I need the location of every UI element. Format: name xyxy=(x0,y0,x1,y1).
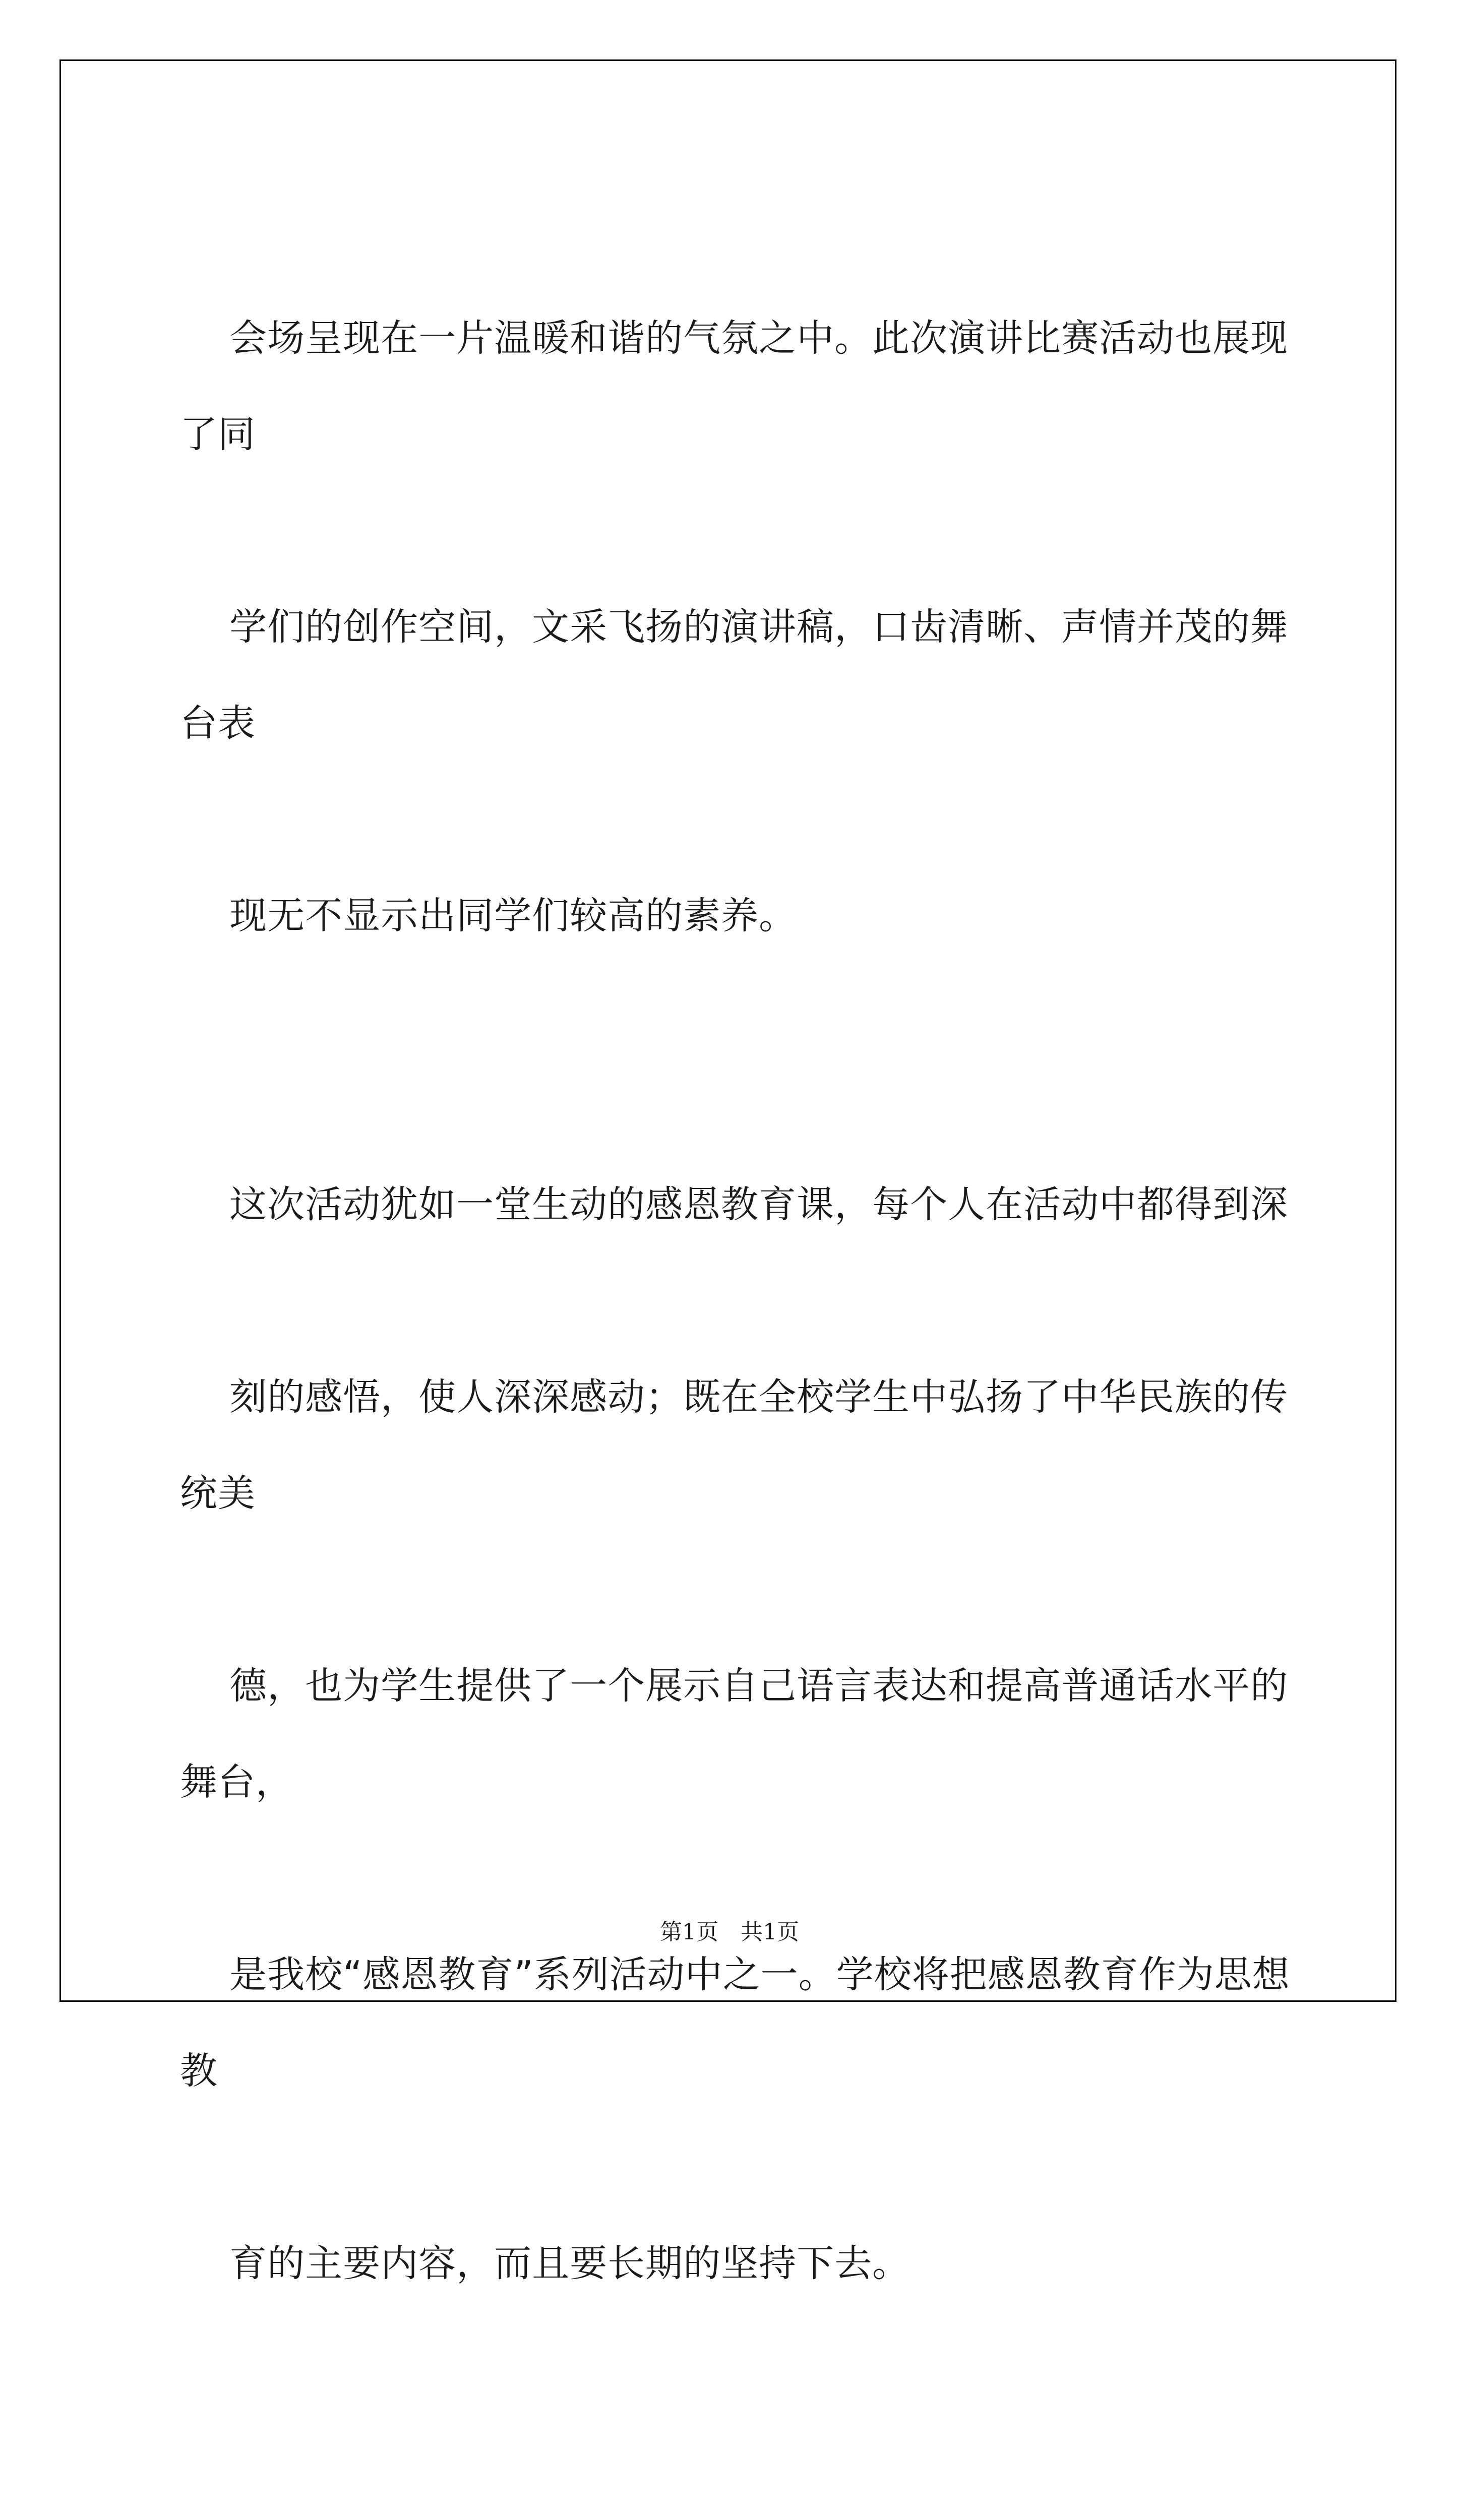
page-footer xyxy=(0,1917,1459,1947)
paragraph-1 xyxy=(180,194,1324,1060)
document-body xyxy=(180,194,1324,2520)
text-line: 现无不显示出同学们较高的素养。 xyxy=(229,894,797,937)
paragraph-3 xyxy=(180,2408,1324,2520)
text-line: 育的主要内容，而且要长期的坚持下去。 xyxy=(229,2242,910,2285)
text-line: 是我校“感恩教育”系列活动中之一。学校将把感恩教育作为思想教 xyxy=(180,1953,1290,2093)
text-line: 学们的创作空间，文采飞扬的演讲稿，口齿清晰、声情并茂的舞台表 xyxy=(180,605,1289,745)
page-number: 第1页 xyxy=(660,1919,718,1945)
text-line: 这次活动犹如一堂生动的感恩教育课，每个人在活动中都得到深 xyxy=(229,1183,1289,1226)
text-line: 刻的感悟，使人深深感动；既在全校学生中弘扬了中华民族的传统美 xyxy=(180,1375,1289,1515)
text-line: 德，也为学生提供了一个展示自己语言表达和提高普通话水平的舞台， xyxy=(180,1664,1289,1804)
page-total: 共1页 xyxy=(741,1919,799,1945)
text-line: 会场呈现在一片温暖和谐的气氛之中。此次演讲比赛活动也展现了同 xyxy=(180,317,1289,456)
paragraph-2 xyxy=(180,1060,1324,2408)
